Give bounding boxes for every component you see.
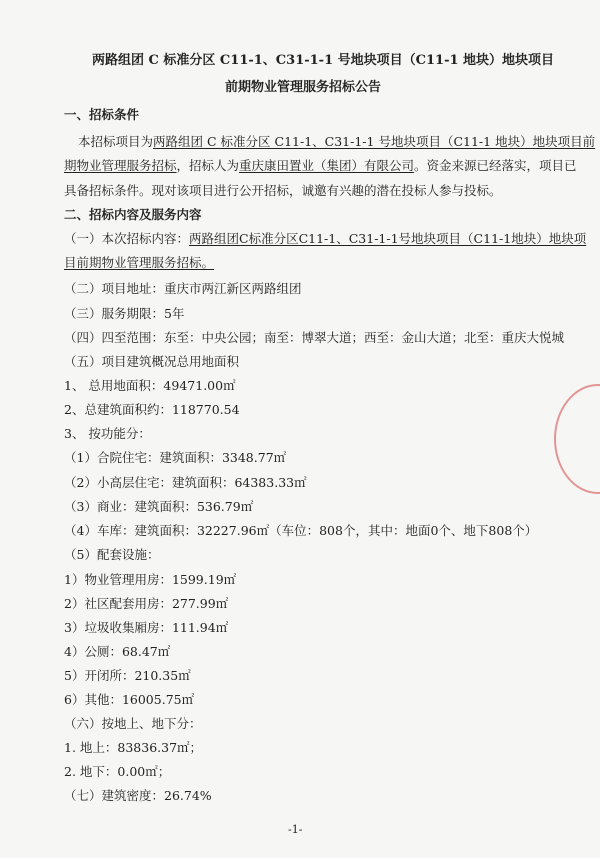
text: 本招标项目为	[78, 134, 154, 149]
function-1: （1）合院住宅：建筑面积：3348.77㎡	[64, 450, 287, 465]
facility-1: 1）物业管理用房：1599.19㎡	[64, 572, 237, 587]
page-number: -1-	[288, 823, 303, 836]
facility-3: 3）垃圾收集厢房：111.94㎡	[64, 620, 229, 635]
section-1-line-3: 具备招标条件。现对该项目进行公开招标，诚邀有兴趣的潜在投标人参与投标。	[64, 183, 502, 198]
facility-2: 2）社区配套用房：277.99㎡	[64, 596, 229, 611]
item-3: （三）服务期限：5年	[64, 306, 185, 321]
function-5: （5）配套设施：	[64, 547, 160, 562]
area-2: 2、总建筑面积约：118770.54	[64, 402, 240, 417]
section-1-line-1	[78, 134, 595, 150]
tender-content: 两路组团C标准分区C11-1、C31-1-1号地块项目（C11-1地块）地块项	[189, 231, 587, 246]
label: （一）本次招标内容：	[64, 231, 190, 246]
section-2-heading: 二、招标内容及服务内容	[64, 207, 202, 222]
facility-6: 6）其他：16005.75㎡	[64, 692, 195, 707]
section-1-heading: 一、招标条件	[64, 107, 140, 122]
facility-4: 4）公厕：68.47㎡	[64, 644, 171, 659]
function-2: （2）小高层住宅：建筑面积：64383.33㎡	[64, 475, 307, 490]
item-2: （二）项目地址：重庆市两江新区两路组团	[64, 281, 302, 296]
area-3: 3、 按功能分：	[64, 426, 151, 441]
item-6: （六）按地上、地下分：	[64, 716, 202, 731]
ground-2: 2. 地下：0.00㎡；	[64, 764, 171, 779]
item-1	[64, 231, 586, 247]
item-7: （七）建筑密度：26.74%	[64, 788, 212, 803]
facility-5: 5）开闭所：210.35㎡	[64, 668, 191, 683]
item-5: （五）项目建筑概况总用地面积	[64, 354, 240, 369]
ground-1: 1. 地上：83836.37㎡；	[64, 740, 203, 755]
item-1-cont: 目前期物业管理服务招标。	[64, 255, 215, 270]
section-1-line-2	[64, 158, 577, 174]
project-name: 两路组团 C 标准分区 C11-1、C31-1-1 号地块项目（C11-1 地块）地块项目前	[153, 134, 596, 149]
item-4: （四）四至范围：东至：中央公园；南至：博翠大道；西至：金山大道；北至：重庆大悦城	[64, 330, 565, 345]
text: 。资金来源已经落实，项目已	[414, 158, 577, 173]
area-1: 1、 总用地面积：49471.00㎡	[64, 378, 236, 393]
title-line-1: 两路组团 C 标准分区 C11-1、C31-1-1 号地块项目（C11-1 地块）地块项目	[92, 53, 555, 68]
red-seal-stamp	[554, 384, 600, 494]
text: ，招标人为	[176, 158, 240, 173]
function-3: （3）商业：建筑面积：536.79㎡	[64, 499, 254, 514]
title-line-2: 前期物业管理服务招标公告	[225, 80, 382, 95]
tenderer-name: 重庆康田置业（集团）有限公司	[239, 158, 415, 173]
project-name-cont: 期物业管理服务招标	[64, 158, 177, 173]
function-4: （4）车库：建筑面积：32227.96㎡（车位：808个，其中：地面0个、地下808个）	[64, 523, 538, 538]
